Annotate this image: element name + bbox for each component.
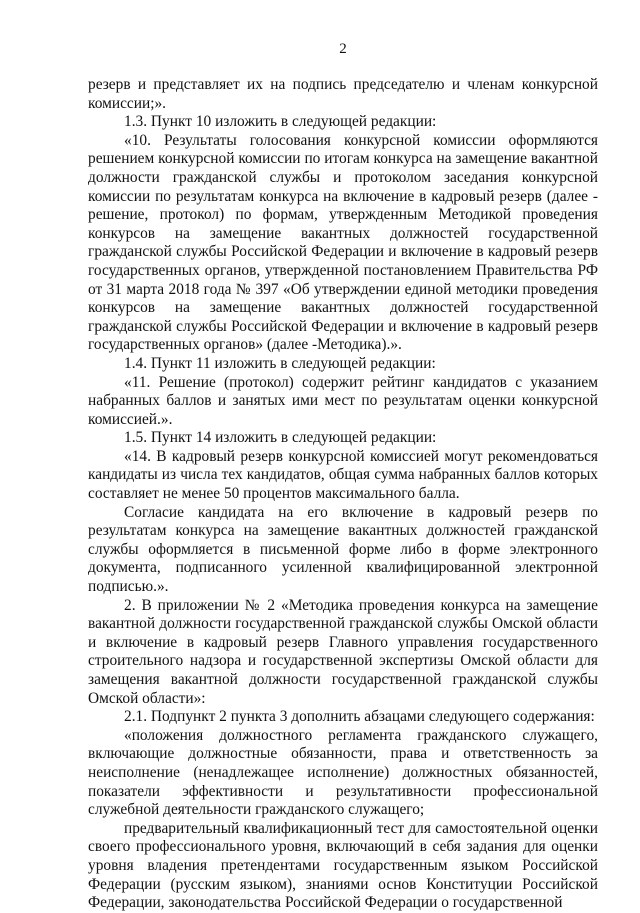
document-page [88,40,598,913]
paragraph: «11. Решение (протокол) содержит рейтинг кандидатов с указанием набранных баллов и занятых ими мест по результатам оценки конкурсной комиссией.». [88,373,598,428]
document-body [88,76,598,913]
paragraph: «14. В кадровый резерв конкурсной комиссией могут рекомендоваться кандидаты из числа тех кандидатов, общая сумма набранных баллов которых составляет не менее 50 процентов максимального балла. [88,447,598,503]
paragraph: 2. В приложении № 2 «Методика проведения конкурса на замещение вакантной должности государственной гражданской службы Омской области и включение в кадровый резерв Главного управления государственного строительного надзора и государственной экспертизы Омской области для замещения вакантной должности государственной гражданской службы Омской области»: [88,596,598,707]
page-number: 2 [339,41,347,57]
paragraph: Согласие кандидата на его включение в кадровый резерв по результатам конкурса на замещение вакантных должностей гражданской службы оформляется в письменной форме либо в форме электронного документа, подписанного усиленной квалифицированной электронной подписью.». [88,503,598,596]
paragraph: 2.1. Подпункт 2 пункта 3 дополнить абзацами следующего содержания: [124,708,595,726]
paragraph: «10. Результаты голосования конкурсной комиссии оформляются решением конкурсной комиссии по итогам конкурса на замещение вакантной должности гражданской службы и протоколом заседания конкурсной комиссии по результатам конкурса на включение в кадровый резерв (далее - решение, протокол) по формам, утвержденным Методикой проведения конкурсов на замещение вакантных должностей государственной гражданской службы Российской Федерации и включение в кадровый резерв государственных органов, утвержденной постановлением Правительства РФ от 31 марта 2018 года № 397 «Об утверждении единой методики проведения конкурсов на замещение вакантных должностей государственной гражданской службы Российской Федерации и включение в кадровый резерв государственных органов» (далее -Методика).». [88,131,598,354]
paragraph: предварительный квалификационный тест для самостоятельной оценки своего профессионального уровня, включающий в себя задания для оценки уровня владения претендентами государственным языком Российской Федерации (русским языком), знаниями основ Конституции Российской Федерации, законодательства Российской Федерации о государственной [88,819,598,912]
paragraph: 1.5. Пункт 14 изложить в следующей редакции: [124,429,437,447]
paragraph: 1.4. Пункт 11 изложить в следующей редакции: [124,354,436,372]
paragraph: «положения должностного регламента гражданского служащего, включающие должностные обязанности, права и ответственность за неисполнение (ненадлежащее исполнение) должностных обязанностей, показатели эффективности и результативности профессиональной служебной деятельности гражданского служащего; [88,726,598,819]
paragraph: резерв и представляет их на подпись председателю и членам конкурсной комиссии;». [88,76,598,112]
paragraph: 1.3. Пункт 10 изложить в следующей редакции: [124,113,437,131]
